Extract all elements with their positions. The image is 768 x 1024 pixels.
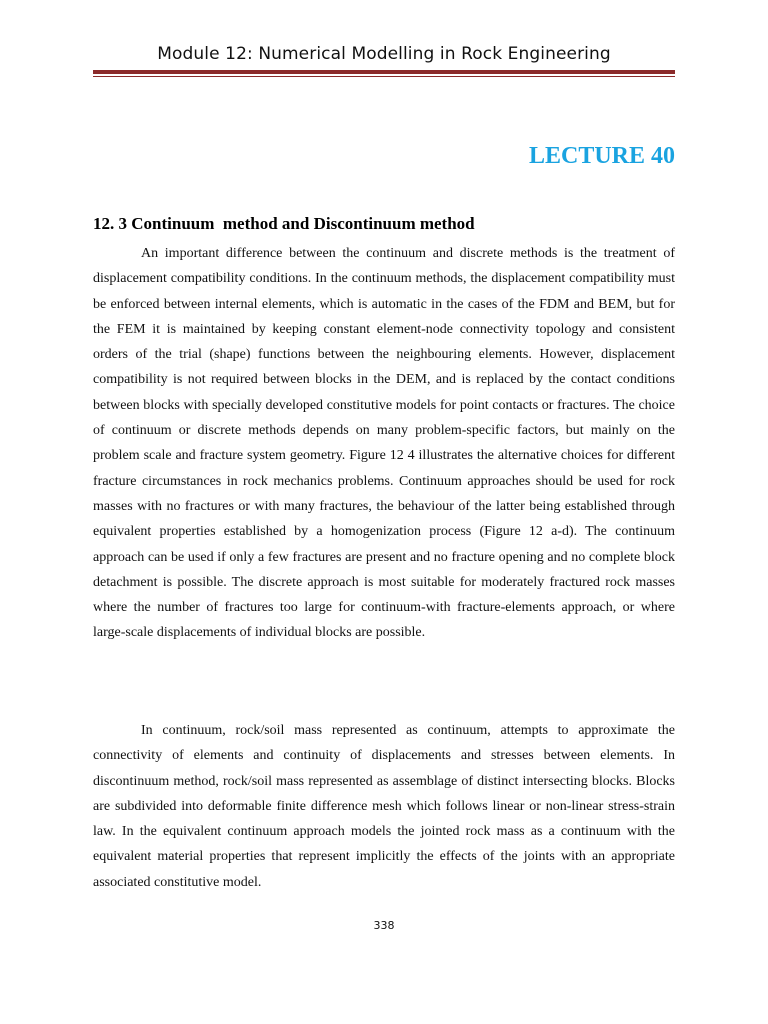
page-number: 338: [373, 919, 395, 932]
lecture-title: LECTURE 40: [528, 143, 675, 169]
body-paragraph-1: An important difference between the continuum and discrete methods is the treatment of displacement compatibility conditions. In the continuum methods, the displacement compatibility must be enforced between internal elements, which is automatic in the cases of the FDM and BEM, but for the FEM it is maintained by keeping constant element-node connectivity topology and consistent orders of the trial (shape) functions between the neighbouring elements. However, displacement compatibility is not required between blocks in the DEM, and is replaced by the contact conditions between blocks with specially developed constitutive models for point contacts or fractures. The choice of continuum or discrete methods depends on many problem-specific factors, but mainly on the problem scale and fracture system geometry. Figure 12 4 illustrates the alternative choices for different fracture circumstances in rock mechanics problems. Continuum approaches should be used for rock masses with no fractures or with many fractures, the behaviour of the latter being established through equivalent properties established by a homogenization process (Figure 12 a-d). The continuum approach can be used if only a few fractures are present and no fracture opening and no complete block detachment is possible. The discrete approach is most suitable for moderately fractured rock masses where the number of fractures too large for continuum-with fracture-elements approach, or where large-scale displacements of individual blocks are possible.: [93, 246, 675, 641]
running-header: Module 12: Numerical Modelling in Rock Engineering: [157, 44, 611, 64]
section-heading: 12. 3 Continuum method and Discontinuum method: [93, 214, 475, 233]
header-rule-thin: [93, 76, 675, 77]
body-paragraph-2: In continuum, rock/soil mass represented as continuum, attempts to approximate the connectivity of elements and continuity of displacements and stresses between elements. In discontinuum method, rock/soil mass represented as assemblage of distinct intersecting blocks. Blocks are subdivided into deformable finite difference mesh which follows linear or non-linear stress-strain law. In the equivalent continuum approach models the jointed rock mass as a continuum with the equivalent material properties that represent implicitly the effects of the joints with an appropriate associated constitutive model.: [93, 723, 675, 890]
header-rule-thick: [93, 70, 675, 74]
